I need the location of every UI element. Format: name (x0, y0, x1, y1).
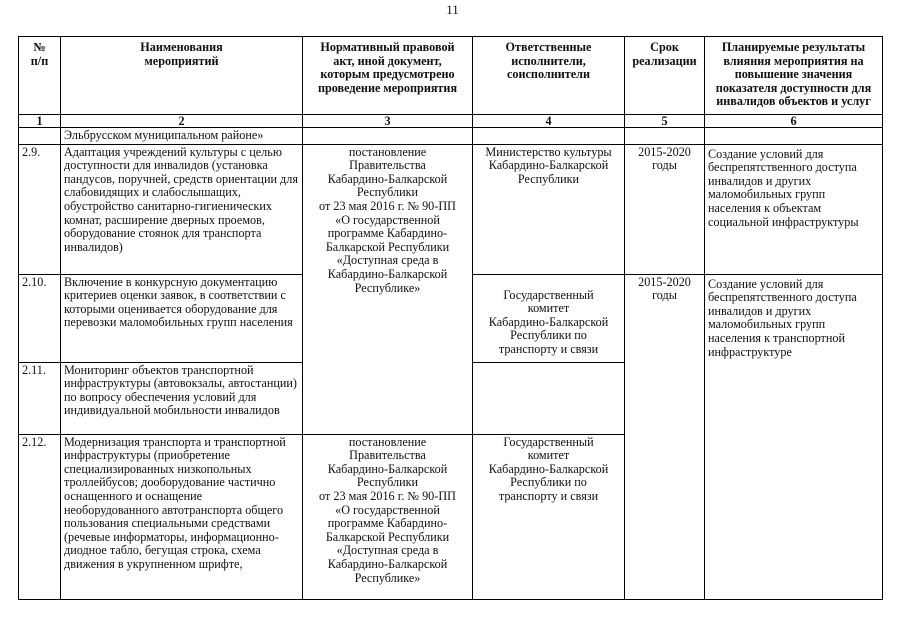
planned-results: Создание условий для беспрепятственного доступа инвалидов и других маломобильных групп населения к транспортной инфраструктуре (705, 274, 883, 599)
empty-cell (473, 362, 625, 434)
executors: Министерство культуры Кабардино-Балкарской Республики (473, 144, 625, 274)
column-number: 6 (705, 115, 883, 128)
term: 2015-2020 годы (625, 274, 705, 599)
legal-act: постановление Правительства Кабардино-Балкарской Республики от 23 мая 2016 г. № 90-ПП «О государственной программе Кабардино- Балкарской Республики «Доступная среда в Кабардино-Балкарской Республике» (303, 434, 473, 599)
measure-name: Модернизация транспорта и транспортной инфраструктуры (приобретение специализированных низкопольных троллейбусов; дооборудование частично оснащенного и оснащение необорудованного автотранспорта общего пользования специальными средствами (речевые информаторы, информационно-диодное табло, бегущая строка, схема движения в укрупненном шрифте, (61, 434, 303, 599)
legal-act: постановление Правительства Кабардино-Балкарской Республики от 23 мая 2016 г. № 90-ПП «О государственной программе Кабардино- Балкарской Республики «Доступная среда в Кабардино-Балкарской Республике» (303, 144, 473, 434)
executors: Государственный комитет Кабардино-Балкарской Республики по транспорту и связи (473, 274, 625, 362)
executors: Государственный комитет Кабардино-Балкарской Республики по транспорту и связи (473, 434, 625, 599)
measure-name: Адаптация учреждений культуры с целью доступности для инвалидов (установка пандусов, поручней, средств ориентации для слабовидящих и слабослышащих, обустройство санитарно-гигиенических комнат, расширение дверных проемов, оборудование стоянок для транспорта инвалидов) (61, 144, 303, 274)
measure-name: Мониторинг объектов транспортной инфраструктуры (автовокзалы, автостанции) по вопросу обеспечения условий для индивидуальной мобильности инвалидов (61, 362, 303, 434)
continuation-text: Эльбрусском муниципальном районе» (61, 128, 303, 145)
continuation-row (19, 128, 883, 145)
row-number: 2.10. (19, 274, 61, 362)
term: 2015-2020 годы (625, 144, 705, 274)
column-number: 3 (303, 115, 473, 128)
header-number: № п/п (19, 37, 61, 115)
column-number: 5 (625, 115, 705, 128)
column-number: 4 (473, 115, 625, 128)
measures-table (18, 36, 883, 600)
header-planned-results: Планируемые результаты влияния мероприятия на повышение значения показателя доступности для инвалидов объектов и услуг (705, 37, 883, 115)
column-number: 1 (19, 115, 61, 128)
column-number-row (19, 115, 883, 128)
header-legal-act: Нормативный правовой акт, иной документ, которым предусмотрено проведение мероприятия (303, 37, 473, 115)
header-measure-name: Наименования мероприятий (61, 37, 303, 115)
table-row (19, 144, 883, 274)
planned-results: Создание условий для беспрепятственного доступа инвалидов и других маломобильных групп населения к объектам социальной инфраструктуры (705, 144, 883, 274)
page-number: 11 (446, 2, 459, 17)
row-number: 2.12. (19, 434, 61, 599)
header-term: Срок реализации (625, 37, 705, 115)
measure-name: Включение в конкурсную документацию критериев оценки заявок, в соответствии с которыми оценивается оборудование для перевозки маломобильных групп населения (61, 274, 303, 362)
row-number: 2.9. (19, 144, 61, 274)
row-number: 2.11. (19, 362, 61, 434)
header-executors: Ответственные исполнители, соисполнители (473, 37, 625, 115)
column-number: 2 (61, 115, 303, 128)
